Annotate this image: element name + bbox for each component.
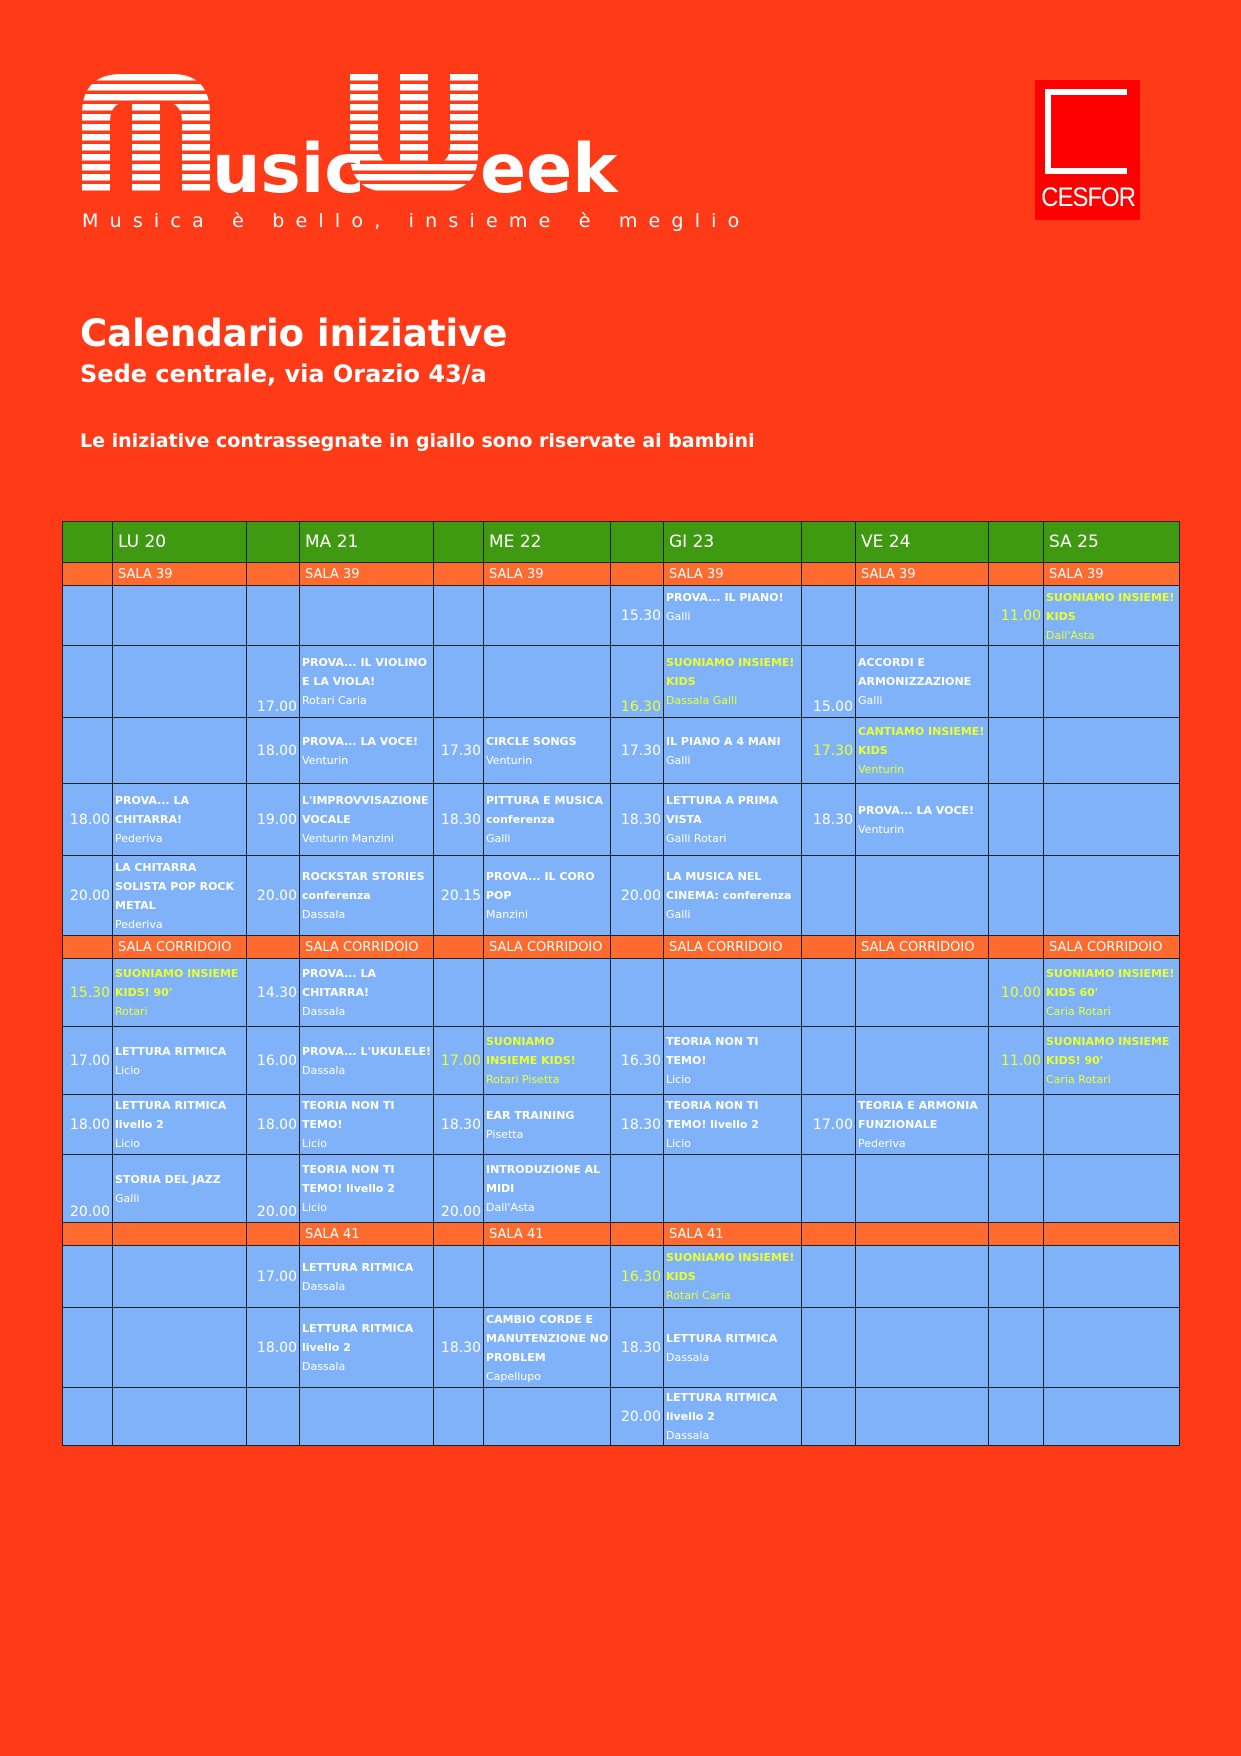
room-label: SALA CORRIDOIO (484, 936, 611, 959)
event-time: 14.30 (247, 959, 300, 1027)
event-presenter: Licio (302, 1201, 328, 1214)
event-presenter: Venturin Manzini (302, 832, 394, 845)
event-title: SUONIAMO INSIEME! KIDS (1046, 591, 1175, 623)
event-time: 20.00 (611, 1388, 664, 1446)
event-time: 18.00 (247, 718, 300, 784)
event-time (989, 1155, 1044, 1223)
event-time: 20.00 (611, 856, 664, 936)
event-presenter: Galli (666, 610, 691, 623)
event-title: LA MUSICA NEL CINEMA: conferenza (666, 870, 792, 902)
event-time: 18.30 (802, 784, 856, 856)
event-presenter: Licio (115, 1137, 141, 1150)
event-cell (1044, 718, 1180, 784)
day-header: GI 23 (664, 522, 802, 563)
room-spacer (611, 1223, 664, 1246)
event-time: 20.00 (247, 1155, 300, 1223)
event-title: LETTURA RITMICA (302, 1260, 414, 1274)
event-time (989, 856, 1044, 936)
room-spacer (247, 1223, 300, 1246)
event-title: STORIA DEL JAZZ (115, 1172, 221, 1186)
event-cell[interactable] (113, 959, 247, 1027)
room-label: SALA 39 (484, 563, 611, 586)
room-spacer (247, 563, 300, 586)
event-time (611, 959, 664, 1027)
event-cell[interactable] (300, 646, 434, 718)
room-label: SALA 41 (664, 1223, 802, 1246)
event-cell (484, 646, 611, 718)
event-cell[interactable] (300, 1155, 434, 1223)
event-cell (1044, 1388, 1180, 1446)
day-header: MA 21 (300, 522, 434, 563)
day-header-row (63, 522, 1180, 563)
room-label (856, 1223, 989, 1246)
room-spacer (63, 936, 113, 959)
room-label: SALA 39 (856, 563, 989, 586)
event-cell[interactable] (484, 1308, 611, 1388)
event-title: PITTURA E MUSICA conferenza (486, 794, 603, 826)
day-header-spacer (989, 522, 1044, 563)
event-title: PROVA... IL CORO POP (486, 870, 595, 902)
event-time (989, 1095, 1044, 1155)
event-cell (484, 1388, 611, 1446)
event-presenter: Dall'Asta (1046, 629, 1095, 642)
event-time: 17.00 (247, 1246, 300, 1308)
schedule-row (63, 784, 1180, 856)
event-presenter: Pederiva (115, 832, 163, 845)
room-label (1044, 1223, 1180, 1246)
event-presenter: Rotari Caria (666, 1289, 731, 1302)
room-spacer (611, 936, 664, 959)
room-spacer (989, 936, 1044, 959)
room-row (63, 936, 1180, 959)
room-spacer (802, 936, 856, 959)
event-time: 17.30 (802, 718, 856, 784)
event-time (989, 1246, 1044, 1308)
event-cell[interactable] (856, 1095, 989, 1155)
event-cell[interactable] (664, 1308, 802, 1388)
room-label (113, 1223, 247, 1246)
event-presenter: Venturin (858, 763, 905, 776)
event-cell[interactable] (664, 1246, 802, 1308)
day-header-spacer (611, 522, 664, 563)
page-subtitle: Sede centrale, via Orazio 43/a (80, 360, 487, 388)
event-time (802, 1308, 856, 1388)
event-cell[interactable] (856, 646, 989, 718)
day-header: VE 24 (856, 522, 989, 563)
event-time: 17.30 (611, 718, 664, 784)
event-presenter: Licio (666, 1137, 692, 1150)
event-cell (113, 646, 247, 718)
event-title: PROVA... LA CHITARRA! (115, 794, 189, 826)
event-title: LETTURA RITMICA (115, 1044, 227, 1058)
event-time: 20.15 (434, 856, 484, 936)
event-presenter: Galli Rotari (666, 832, 727, 845)
event-presenter: Pisetta (486, 1127, 524, 1141)
event-time (63, 1246, 113, 1308)
event-presenter: Dassala (302, 908, 346, 921)
room-spacer (989, 1223, 1044, 1246)
event-time: 18.00 (63, 1095, 113, 1155)
room-label: SALA CORRIDOIO (113, 936, 247, 959)
event-cell (1044, 784, 1180, 856)
event-title: PROVA... IL VIOLINO E LA VIOLA! (302, 656, 427, 688)
event-time (434, 1246, 484, 1308)
schedule-row (63, 1095, 1180, 1155)
event-cell[interactable] (113, 1095, 247, 1155)
event-presenter: Caria Rotari (1046, 1073, 1111, 1086)
room-spacer (802, 563, 856, 586)
event-time: 17.00 (434, 1027, 484, 1095)
event-cell[interactable] (664, 1027, 802, 1095)
event-presenter: Galli (486, 832, 511, 845)
event-time (611, 1155, 664, 1223)
event-presenter: Pederiva (115, 917, 163, 931)
event-time (434, 646, 484, 718)
event-cell[interactable] (664, 1388, 802, 1446)
event-cell[interactable] (113, 856, 247, 936)
event-cell (300, 1388, 434, 1446)
event-presenter: Venturin (858, 822, 905, 836)
event-time: 17.00 (802, 1095, 856, 1155)
event-time (989, 718, 1044, 784)
event-presenter: Rotari Pisetta (486, 1073, 560, 1086)
event-time: 15.30 (611, 586, 664, 646)
event-cell (856, 1027, 989, 1095)
event-cell[interactable] (484, 1095, 611, 1155)
day-header-spacer (247, 522, 300, 563)
event-cell (1044, 1095, 1180, 1155)
event-cell[interactable] (113, 1155, 247, 1223)
schedule-row (63, 1246, 1180, 1308)
event-cell[interactable] (300, 718, 434, 784)
event-time (802, 1246, 856, 1308)
schedule-row (63, 646, 1180, 718)
event-time (434, 1388, 484, 1446)
event-time (63, 646, 113, 718)
event-time (989, 784, 1044, 856)
room-spacer (434, 1223, 484, 1246)
event-presenter: Dassala (302, 1005, 346, 1018)
event-time (989, 1388, 1044, 1446)
event-title: TEORIA E ARMONIA FUNZIONALE (858, 1099, 978, 1131)
event-title: SUONIAMO INSIEME! KIDS 60' (1046, 967, 1175, 999)
day-header: LU 20 (113, 522, 247, 563)
event-title: CAMBIO CORDE E MANUTENZIONE NO PROBLEM (486, 1312, 609, 1364)
event-title: L'IMPROVVISAZIONE VOCALE (302, 794, 429, 826)
musicweek-logo-graphic (82, 74, 642, 204)
event-cell[interactable] (300, 784, 434, 856)
event-time (434, 586, 484, 646)
event-time (63, 1388, 113, 1446)
cesfor-logo (1035, 80, 1140, 220)
event-cell[interactable] (664, 784, 802, 856)
event-cell[interactable] (1044, 959, 1180, 1027)
event-cell (856, 1388, 989, 1446)
event-title: CANTIAMO INSIEME! KIDS (858, 725, 985, 757)
event-presenter: Galli (858, 694, 883, 707)
day-header-spacer (434, 522, 484, 563)
room-spacer (63, 1223, 113, 1246)
event-time: 18.30 (434, 1095, 484, 1155)
event-presenter: Capellupo (486, 1369, 541, 1383)
event-title: CIRCLE SONGS (486, 734, 577, 748)
event-presenter: Dassala (666, 1429, 710, 1442)
event-title: TEORIA NON TI TEMO! (302, 1099, 395, 1131)
room-label: SALA 39 (1044, 563, 1180, 586)
event-time: 18.30 (611, 784, 664, 856)
room-label: SALA CORRIDOIO (1044, 936, 1180, 959)
schedule-row (63, 1308, 1180, 1388)
event-time: 19.00 (247, 784, 300, 856)
event-title: ACCORDI E ARMONIZZAZIONE (858, 656, 972, 688)
event-presenter: Rotari Caria (302, 694, 367, 707)
event-presenter: Caria Rotari (1046, 1005, 1111, 1018)
schedule-row (63, 586, 1180, 646)
event-cell (856, 959, 989, 1027)
event-cell[interactable] (1044, 586, 1180, 646)
event-cell (113, 1388, 247, 1446)
event-time (63, 586, 113, 646)
event-title: PROVA... LA VOCE! (858, 803, 975, 817)
event-cell (113, 1246, 247, 1308)
event-cell[interactable] (300, 856, 434, 936)
event-time: 18.00 (247, 1308, 300, 1388)
event-time (802, 586, 856, 646)
event-time: 16.30 (611, 1027, 664, 1095)
event-cell[interactable] (113, 784, 247, 856)
day-header-spacer (802, 522, 856, 563)
cesfor-logo-text: CESFOR (1041, 182, 1136, 212)
room-label: SALA CORRIDOIO (300, 936, 434, 959)
event-cell (484, 1246, 611, 1308)
event-presenter: Pederiva (858, 1137, 906, 1150)
event-presenter: Galli (666, 753, 691, 767)
svg-text:usic: usic (212, 130, 365, 204)
event-cell[interactable] (300, 1027, 434, 1095)
event-presenter: Licio (302, 1137, 328, 1150)
event-title: TEORIA NON TI TEMO! (666, 1035, 759, 1067)
schedule-row (63, 959, 1180, 1027)
event-time: 16.30 (611, 1246, 664, 1308)
event-cell[interactable] (1044, 1027, 1180, 1095)
event-cell (856, 586, 989, 646)
event-cell (113, 586, 247, 646)
event-cell[interactable] (664, 718, 802, 784)
event-presenter: Galli (666, 908, 691, 921)
event-time: 18.30 (611, 1308, 664, 1388)
event-time: 20.00 (247, 856, 300, 936)
event-title: EAR TRAINING (486, 1108, 575, 1122)
event-cell (1044, 1246, 1180, 1308)
event-presenter: Rotari (115, 1005, 148, 1018)
tagline: Musica è bello, insieme è meglio (82, 210, 751, 232)
event-time: 18.00 (63, 784, 113, 856)
event-title: SUONIAMO INSIEME! KIDS (666, 656, 795, 688)
event-cell (484, 586, 611, 646)
room-spacer (611, 563, 664, 586)
event-presenter: Venturin (302, 753, 349, 767)
event-title: SUONIAMO INSIEME! KIDS (666, 1251, 795, 1283)
event-title: SUONIAMO INSIEME KIDS! 90' (1046, 1035, 1170, 1067)
event-time (63, 718, 113, 784)
event-cell (1044, 1308, 1180, 1388)
event-title: LETTURA A PRIMA VISTA (666, 794, 778, 826)
event-time (989, 1308, 1044, 1388)
event-time: 20.00 (434, 1155, 484, 1223)
room-spacer (989, 563, 1044, 586)
event-presenter: Venturin (486, 753, 533, 767)
event-title: PROVA... LA CHITARRA! (302, 967, 376, 999)
event-time: 16.30 (611, 646, 664, 718)
event-time: 20.00 (63, 1155, 113, 1223)
event-time: 11.00 (989, 586, 1044, 646)
event-title: LETTURA RITMICA (666, 1331, 778, 1345)
event-presenter: Dassala (666, 1350, 710, 1364)
room-spacer (434, 563, 484, 586)
event-cell (1044, 856, 1180, 936)
room-label: SALA 39 (664, 563, 802, 586)
event-title: SUONIAMO INSIEME KIDS! (486, 1035, 576, 1067)
schedule-row (63, 1027, 1180, 1095)
event-cell (113, 718, 247, 784)
event-cell[interactable] (856, 784, 989, 856)
room-row (63, 1223, 1180, 1246)
svg-text:eek: eek (480, 130, 618, 204)
day-header: ME 22 (484, 522, 611, 563)
kids-legend-note: Le iniziative contrassegnate in giallo sono riservate ai bambini (80, 430, 755, 452)
event-title: SUONIAMO INSIEME KIDS! 90' (115, 967, 239, 999)
event-time: 10.00 (989, 959, 1044, 1027)
event-title: TEORIA NON TI TEMO! livello 2 (302, 1163, 395, 1195)
event-cell (664, 959, 802, 1027)
event-time: 15.00 (802, 646, 856, 718)
event-time: 18.30 (611, 1095, 664, 1155)
event-time (802, 856, 856, 936)
room-spacer (802, 1223, 856, 1246)
event-cell (113, 1308, 247, 1388)
event-cell[interactable] (664, 646, 802, 718)
event-cell[interactable] (664, 1095, 802, 1155)
event-presenter: Galli (115, 1191, 140, 1205)
event-cell (1044, 646, 1180, 718)
event-time (247, 586, 300, 646)
event-time (247, 1388, 300, 1446)
schedule-table (62, 521, 1180, 1446)
event-title: IL PIANO A 4 MANI (666, 734, 781, 748)
event-time: 18.30 (434, 1308, 484, 1388)
event-time: 17.30 (434, 718, 484, 784)
event-cell (856, 1308, 989, 1388)
event-time: 16.00 (247, 1027, 300, 1095)
event-title: LETTURA RITMICA livello 2 (302, 1322, 414, 1354)
event-cell (664, 1155, 802, 1223)
room-label: SALA 41 (484, 1223, 611, 1246)
schedule-row (63, 1388, 1180, 1446)
event-cell (856, 1246, 989, 1308)
event-cell[interactable] (484, 1027, 611, 1095)
schedule-row (63, 856, 1180, 936)
event-time (802, 1155, 856, 1223)
event-cell (856, 856, 989, 936)
event-title: PROVA... IL PIANO! (666, 591, 784, 604)
event-cell[interactable] (664, 856, 802, 936)
event-cell[interactable] (484, 1155, 611, 1223)
event-time (434, 959, 484, 1027)
event-title: ROCKSTAR STORIES conferenza (302, 870, 425, 902)
page-title: Calendario iniziative (80, 312, 508, 355)
event-cell (484, 959, 611, 1027)
room-label: SALA 41 (300, 1223, 434, 1246)
event-cell[interactable] (484, 784, 611, 856)
event-cell (856, 1155, 989, 1223)
event-presenter: Dassala (302, 1360, 346, 1373)
event-title: LA CHITARRA SOLISTA POP ROCK METAL (115, 860, 235, 912)
event-time (802, 1388, 856, 1446)
room-spacer (434, 936, 484, 959)
event-cell[interactable] (856, 718, 989, 784)
event-presenter: Manzini (486, 908, 529, 921)
event-time: 18.30 (434, 784, 484, 856)
room-spacer (247, 936, 300, 959)
event-title: LETTURA RITMICA livello 2 (115, 1099, 227, 1131)
schedule-row (63, 1155, 1180, 1223)
room-label: SALA 39 (300, 563, 434, 586)
event-time: 20.00 (63, 856, 113, 936)
event-presenter: Licio (666, 1073, 692, 1086)
event-title: LETTURA RITMICA livello 2 (666, 1391, 778, 1423)
event-cell[interactable] (664, 586, 802, 646)
event-presenter: Dall'Asta (486, 1201, 535, 1214)
room-label: SALA CORRIDOIO (664, 936, 802, 959)
event-presenter: Licio (115, 1063, 141, 1077)
event-cell[interactable] (300, 959, 434, 1027)
event-time (802, 1027, 856, 1095)
event-cell (1044, 1155, 1180, 1223)
event-time: 18.00 (247, 1095, 300, 1155)
room-label: SALA CORRIDOIO (856, 936, 989, 959)
event-cell[interactable] (484, 718, 611, 784)
event-cell[interactable] (300, 1308, 434, 1388)
event-time (802, 959, 856, 1027)
event-cell[interactable] (300, 1095, 434, 1155)
event-cell[interactable] (113, 1027, 247, 1095)
event-presenter: Dassala (302, 1063, 346, 1077)
day-header-spacer (63, 522, 113, 563)
schedule-row (63, 718, 1180, 784)
cesfor-bracket-mark (1045, 89, 1127, 174)
event-title: TEORIA NON TI TEMO! livello 2 (666, 1099, 759, 1131)
room-row (63, 563, 1180, 586)
event-cell (300, 586, 434, 646)
day-header: SA 25 (1044, 522, 1180, 563)
event-title: INTRODUZIONE AL MIDI (486, 1163, 601, 1195)
event-presenter: Dassala Galli (666, 694, 738, 707)
event-time: 11.00 (989, 1027, 1044, 1095)
event-presenter: Dassala (302, 1279, 346, 1293)
event-time: 15.30 (63, 959, 113, 1027)
event-cell[interactable] (484, 856, 611, 936)
event-cell[interactable] (300, 1246, 434, 1308)
event-time: 17.00 (63, 1027, 113, 1095)
event-time (989, 646, 1044, 718)
event-title: PROVA... LA VOCE! (302, 734, 419, 748)
event-time: 17.00 (247, 646, 300, 718)
room-spacer (63, 563, 113, 586)
event-title: PROVA... L'UKULELE! (302, 1044, 432, 1058)
room-label: SALA 39 (113, 563, 247, 586)
event-time (63, 1308, 113, 1388)
